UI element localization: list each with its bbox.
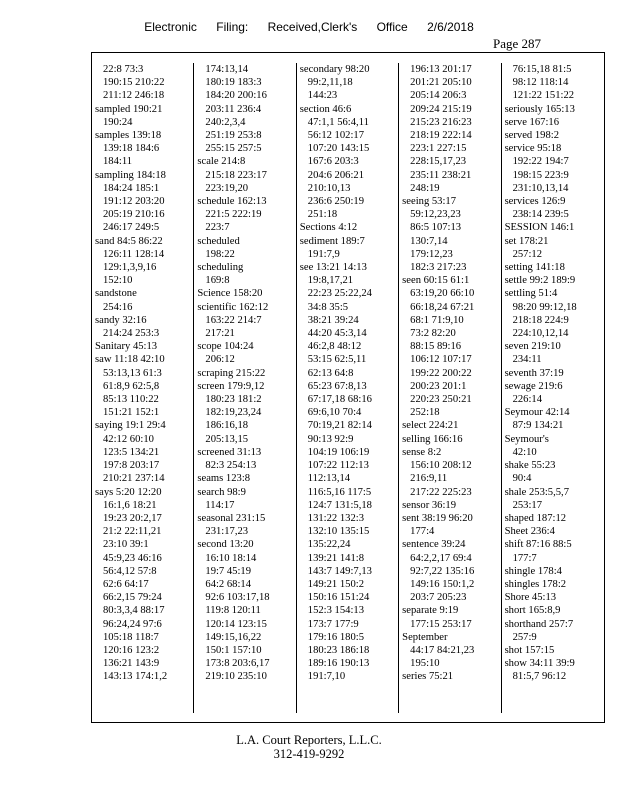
index-entry: shaped 187:12 bbox=[504, 512, 567, 524]
stamp-word: Office bbox=[376, 20, 408, 34]
index-entry-continuation: 200:23 201:1 bbox=[410, 380, 467, 392]
index-entry-continuation: 223:19,20 bbox=[205, 182, 249, 194]
index-entry: see 13:21 14:13 bbox=[299, 262, 367, 274]
index-entry: seeing 53:17 bbox=[402, 196, 457, 208]
index-entry: screened 31:13 bbox=[197, 446, 262, 458]
index-entry-continuation: 22:8 73:3 bbox=[103, 64, 144, 75]
index-entry-continuation: 217:22 225:23 bbox=[410, 486, 472, 498]
index-entry-continuation: 231:10,13,14 bbox=[512, 182, 569, 194]
index-entry-continuation: 98:20 99:12,18 bbox=[512, 301, 577, 313]
index-entry-continuation: 56:12 102:17 bbox=[307, 130, 364, 142]
index-entry: seen 60:15 61:1 bbox=[402, 275, 470, 287]
index-entry-continuation: 163:22 214:7 bbox=[205, 314, 262, 326]
index-entry-continuation: 99:2,11,18 bbox=[307, 77, 353, 89]
index-entry-continuation: 121:22 151:22 bbox=[512, 90, 575, 102]
index-entry-continuation: 53:15 62:5,11 bbox=[307, 354, 367, 366]
index-entry: settle 99:2 189:9 bbox=[504, 275, 576, 287]
index-entry: serve 167:16 bbox=[504, 116, 559, 128]
index-entry: screen 179:9,12 bbox=[197, 380, 265, 392]
index-entry-continuation: 224:10,12,14 bbox=[512, 328, 569, 340]
index-entry-continuation: 22:23 25:22,24 bbox=[307, 288, 372, 300]
index-entry-continuation: 174:13,14 bbox=[205, 64, 249, 75]
index-column bbox=[92, 63, 194, 713]
index-entry-continuation: 221:5 222:19 bbox=[205, 209, 262, 221]
index-entry: settling 51:4 bbox=[504, 288, 558, 300]
index-entry-continuation: 59:12,23,23 bbox=[410, 209, 461, 221]
index-entry-continuation: 184:11 bbox=[103, 156, 133, 168]
index-entry-continuation: 173:7 177:9 bbox=[307, 618, 359, 630]
index-entry-continuation: 92:7,22 135:16 bbox=[410, 565, 475, 577]
index-entry-continuation: 149:21 150:2 bbox=[307, 578, 364, 590]
index-entry-continuation: 152:10 bbox=[103, 275, 133, 287]
index-entry-continuation: 56:4,12 57:8 bbox=[103, 565, 157, 577]
index-entry-continuation: 179:16 180:5 bbox=[307, 631, 364, 643]
footer-phone: 312-419-9292 bbox=[273, 747, 345, 761]
index-entry-continuation: 210:10,13 bbox=[307, 182, 351, 194]
index-entry-continuation: 246:17 249:5 bbox=[103, 222, 160, 234]
index-entry: saying 19:1 29:4 bbox=[95, 420, 166, 432]
index-column bbox=[399, 63, 501, 713]
index-entry-continuation: 120:14 123:15 bbox=[205, 618, 267, 630]
index-entry-continuation: 235:11 238:21 bbox=[410, 169, 472, 181]
index-entry: section 46:6 bbox=[299, 103, 352, 115]
index-entry-continuation: 248:19 bbox=[410, 182, 440, 194]
index-entry-continuation: 231:17,23 bbox=[205, 526, 249, 538]
index-entry-continuation: 151:21 152:1 bbox=[103, 407, 160, 419]
index-entry-continuation: 104:19 106:19 bbox=[307, 446, 370, 458]
index-entry-continuation: 251:19 253:8 bbox=[205, 130, 262, 142]
index-column bbox=[194, 63, 296, 713]
index-entry-continuation: 177:15 253:17 bbox=[410, 618, 472, 630]
index-entry: shorthand 257:7 bbox=[504, 618, 574, 630]
index-entry: Sections 4:12 bbox=[299, 222, 358, 234]
index-entry-continuation: 96:24,24 97:6 bbox=[103, 618, 162, 630]
index-entry-continuation: 180:23 181:2 bbox=[205, 394, 262, 406]
index-entry-continuation: 255:15 257:5 bbox=[205, 143, 262, 155]
index-entry-continuation: 135:22,24 bbox=[307, 539, 351, 551]
index-entry-continuation: 167:6 203:3 bbox=[307, 156, 359, 168]
index-entry-continuation: 42:10 bbox=[512, 446, 537, 458]
index-entry-continuation: 112:13,14 bbox=[307, 473, 351, 485]
index-entry-continuation: 150:1 157:10 bbox=[205, 644, 262, 656]
index-entry-continuation: 203:11 236:4 bbox=[205, 103, 262, 115]
index-entry-continuation: 124:7 131:5,18 bbox=[307, 499, 372, 511]
index-entry-continuation: 226:14 bbox=[512, 394, 542, 406]
index-entry-continuation: 238:14 239:5 bbox=[512, 209, 569, 221]
index-entry-continuation: 76:15,18 81:5 bbox=[512, 64, 572, 75]
index-entry: scraping 215:22 bbox=[197, 367, 266, 379]
index-entry-continuation: 116:5,16 117:5 bbox=[307, 486, 372, 498]
index-entry-continuation: 189:16 190:13 bbox=[307, 658, 370, 670]
index-entry-continuation: 177:7 bbox=[512, 552, 537, 564]
index-entry-continuation: 107:20 143:15 bbox=[307, 143, 370, 155]
index-entry-continuation: 156:10 208:12 bbox=[410, 460, 472, 472]
index-entry-continuation: 199:22 200:22 bbox=[410, 367, 472, 379]
index-entry-continuation: 82:3 254:13 bbox=[205, 460, 257, 472]
index-entry-continuation: 129:1,3,9,16 bbox=[103, 262, 157, 274]
index-entry-continuation: 16:10 18:14 bbox=[205, 552, 257, 564]
index-entry-continuation: 205:19 210:16 bbox=[103, 209, 165, 221]
index-entry: seams 123:8 bbox=[197, 473, 251, 485]
index-entry-continuation: 106:12 107:17 bbox=[410, 354, 472, 366]
index-entry: scheduling bbox=[197, 262, 244, 274]
index-entry-continuation: 191:7,9 bbox=[307, 248, 340, 260]
index-entry-continuation: 191:12 203:20 bbox=[103, 196, 165, 208]
index-entry: Sheet 236:4 bbox=[504, 526, 555, 538]
index-entry: sampling 184:18 bbox=[95, 169, 166, 181]
index-entry-continuation: 68:1 71:9,10 bbox=[410, 314, 464, 326]
index-entry-continuation: 203:7 205:23 bbox=[410, 592, 467, 604]
index-entry-continuation: 47:1,1 56:4,11 bbox=[307, 116, 369, 128]
index-entry-continuation: 209:24 215:19 bbox=[410, 103, 472, 115]
index-entry-continuation: 38:21 39:24 bbox=[307, 314, 359, 326]
index-entry-continuation: 136:21 143:9 bbox=[103, 658, 160, 670]
index-page-frame bbox=[91, 52, 605, 723]
index-entry-continuation: 143:7 149:7,13 bbox=[307, 565, 372, 577]
index-entry: scientific 162:12 bbox=[197, 301, 269, 313]
index-entry: series 75:21 bbox=[402, 671, 454, 683]
index-entry: sensor 36:19 bbox=[402, 499, 457, 511]
index-entry: seasonal 231:15 bbox=[197, 512, 266, 524]
index-entry: sampled 190:21 bbox=[95, 103, 163, 115]
index-entry-continuation: 119:8 120:11 bbox=[205, 605, 261, 617]
index-entry-continuation: 149:15,16,22 bbox=[205, 631, 262, 643]
index-column bbox=[297, 63, 399, 713]
index-entry: selling 166:16 bbox=[402, 433, 463, 445]
index-entry-continuation: 87:9 134:21 bbox=[512, 420, 564, 432]
index-entry-continuation: 217:21 bbox=[205, 328, 235, 340]
index-entry: short 165:8,9 bbox=[504, 605, 561, 617]
index-columns bbox=[92, 63, 604, 713]
index-entry: select 224:21 bbox=[402, 420, 459, 432]
index-entry-continuation: 257:12 bbox=[512, 248, 542, 260]
index-entry: samples 139:18 bbox=[95, 130, 162, 142]
index-column bbox=[502, 63, 604, 713]
index-entry-continuation: 144:23 bbox=[307, 90, 338, 102]
index-entry-continuation: 90:4 bbox=[512, 473, 532, 485]
index-entry-continuation: 257:9 bbox=[512, 631, 537, 643]
index-entry-continuation: 66:2,15 79:24 bbox=[103, 592, 162, 604]
index-entry-continuation: 179:12,23 bbox=[410, 248, 453, 260]
index-entry: show 34:11 39:9 bbox=[504, 658, 575, 670]
index-entry-continuation: 23:10 39:1 bbox=[103, 539, 149, 551]
index-entry-continuation: 105:18 118:7 bbox=[103, 631, 159, 643]
electronic-filing-stamp bbox=[0, 20, 618, 34]
index-entry-continuation: 107:22 112:13 bbox=[307, 460, 369, 472]
index-entry-continuation: 86:5 107:13 bbox=[410, 222, 462, 234]
index-entry-continuation: 182:3 217:23 bbox=[410, 262, 467, 274]
index-entry-continuation: 215:18 223:17 bbox=[205, 169, 267, 181]
index-entry-continuation: 184:24 185:1 bbox=[103, 182, 160, 194]
index-entry-continuation: 196:13 201:17 bbox=[410, 64, 472, 75]
index-entry-continuation: 90:13 92:9 bbox=[307, 433, 354, 445]
index-entry-continuation: 69:6,10 70:4 bbox=[307, 407, 362, 419]
index-entry-continuation: 149:16 150:1,2 bbox=[410, 578, 475, 590]
index-entry: Shore 45:13 bbox=[504, 592, 557, 604]
index-entry-continuation: 198:22 bbox=[205, 248, 235, 260]
index-entry-continuation: 234:11 bbox=[512, 354, 542, 366]
index-entry-continuation: 139:18 184:6 bbox=[103, 143, 160, 155]
index-entry: seventh 37:19 bbox=[504, 367, 564, 379]
index-entry-continuation: 19:23 20:2,17 bbox=[103, 512, 162, 524]
index-entry-continuation: 70:19,21 82:14 bbox=[307, 420, 372, 432]
index-entry-continuation: 92:6 103:17,18 bbox=[205, 592, 270, 604]
index-entry: SESSION 146:1 bbox=[504, 222, 575, 234]
index-entry-continuation: 66:18,24 67:21 bbox=[410, 301, 475, 313]
index-entry: shake 55:23 bbox=[504, 460, 556, 472]
index-entry-continuation: 236:6 250:19 bbox=[307, 196, 364, 208]
index-entry: sent 38:19 96:20 bbox=[402, 512, 473, 524]
index-entry-continuation: 173:8 203:6,17 bbox=[205, 658, 270, 670]
index-entry-continuation: 132:10 135:15 bbox=[307, 526, 370, 538]
index-entry-continuation: 114:17 bbox=[205, 499, 235, 511]
index-entry-continuation: 228:15,17,23 bbox=[410, 156, 467, 168]
index-entry: sandstone bbox=[95, 288, 137, 300]
index-entry: secondary 98:20 bbox=[299, 64, 370, 75]
index-entry: sewage 219:6 bbox=[504, 380, 563, 392]
index-entry: Sanitary 45:13 bbox=[95, 341, 158, 353]
index-entry: service 95:18 bbox=[504, 143, 562, 155]
index-entry-continuation: 139:21 141:8 bbox=[307, 552, 364, 564]
index-entry-continuation: 85:13 110:22 bbox=[103, 394, 159, 406]
index-entry-continuation: 19:8,17,21 bbox=[307, 275, 354, 287]
index-entry-continuation: 210:21 237:14 bbox=[103, 473, 165, 485]
index-entry-continuation: 220:23 250:21 bbox=[410, 394, 472, 406]
index-entry: shot 157:15 bbox=[504, 644, 555, 656]
index-entry-continuation: 42:12 60:10 bbox=[103, 433, 154, 445]
index-entry-continuation: 198:15 223:9 bbox=[512, 169, 569, 181]
index-entry: schedule 162:13 bbox=[197, 196, 267, 208]
index-entry-continuation: 80:3,3,4 88:17 bbox=[103, 605, 165, 617]
index-entry: separate 9:19 bbox=[402, 605, 459, 617]
index-entry-continuation: 186:16,18 bbox=[205, 420, 249, 432]
index-entry-continuation: 123:5 134:21 bbox=[103, 446, 160, 458]
index-entry-continuation: 19:7 45:19 bbox=[205, 565, 252, 577]
index-entry-continuation: 143:13 174:1,2 bbox=[103, 671, 168, 683]
index-entry: shale 253:5,5,7 bbox=[504, 486, 569, 498]
index-entry-continuation: 190:24 bbox=[103, 116, 133, 128]
index-entry-continuation: 130:7,14 bbox=[410, 235, 448, 247]
index-entry-continuation: 223:7 bbox=[205, 222, 230, 234]
index-entry: seven 219:10 bbox=[504, 341, 561, 353]
index-entry-continuation: 211:12 246:18 bbox=[103, 90, 165, 102]
index-entry-continuation: 81:5,7 96:12 bbox=[512, 671, 567, 683]
index-entry: says 5:20 12:20 bbox=[95, 486, 162, 498]
index-entry: search 98:9 bbox=[197, 486, 246, 498]
index-entry-continuation: 223:1 227:15 bbox=[410, 143, 467, 155]
index-entry-continuation: 190:15 210:22 bbox=[103, 77, 165, 89]
index-entry-continuation: 218:18 224:9 bbox=[512, 314, 569, 326]
index-entry-continuation: 67:17,18 68:16 bbox=[307, 394, 372, 406]
index-entry-continuation: 21:2 22:11,21 bbox=[103, 526, 162, 538]
index-entry: Science 158:20 bbox=[197, 288, 263, 300]
index-entry-continuation: 64:2 68:14 bbox=[205, 578, 252, 590]
index-entry: set 178:21 bbox=[504, 235, 549, 247]
index-entry-continuation: 254:16 bbox=[103, 301, 133, 313]
index-entry: scope 104:24 bbox=[197, 341, 254, 353]
index-entry-continuation: 73:2 82:20 bbox=[410, 328, 456, 340]
index-entry-continuation: 206:12 bbox=[205, 354, 235, 366]
footer-company: L.A. Court Reporters, L.L.C. bbox=[236, 733, 382, 747]
index-entry-continuation: 150:16 151:24 bbox=[307, 592, 370, 604]
index-entry: September bbox=[402, 631, 448, 643]
index-entry-continuation: 184:20 200:16 bbox=[205, 90, 267, 102]
index-entry-continuation: 205:13,15 bbox=[205, 433, 249, 445]
index-entry-continuation: 251:18 bbox=[307, 209, 338, 221]
index-entry-continuation: 62:13 64:8 bbox=[307, 367, 354, 379]
index-entry-continuation: 252:18 bbox=[410, 407, 440, 419]
index-entry-continuation: 253:17 bbox=[512, 499, 542, 511]
index-entry: sand 84:5 86:22 bbox=[95, 235, 163, 247]
index-entry-continuation: 45:9,23 46:16 bbox=[103, 552, 162, 564]
index-entry-continuation: 63:19,20 66:10 bbox=[410, 288, 475, 300]
index-entry-continuation: 205:14 206:3 bbox=[410, 90, 467, 102]
index-entry-continuation: 204:6 206:21 bbox=[307, 169, 364, 181]
index-entry: shingles 178:2 bbox=[504, 578, 567, 590]
stamp-word: 2/6/2018 bbox=[427, 20, 474, 34]
index-entry-continuation: 177:4 bbox=[410, 526, 435, 538]
stamp-word: Received,Clerk's bbox=[267, 20, 358, 34]
index-entry-continuation: 46:2,8 48:12 bbox=[307, 341, 362, 353]
index-entry: shingle 178:4 bbox=[504, 565, 562, 577]
index-entry-continuation: 62:6 64:17 bbox=[103, 578, 149, 590]
index-entry: sandy 32:16 bbox=[95, 314, 147, 326]
index-entry-continuation: 126:11 128:14 bbox=[103, 248, 165, 260]
index-entry-continuation: 61:8,9 62:5,8 bbox=[103, 380, 160, 392]
index-entry: served 198:2 bbox=[504, 130, 559, 142]
index-entry-continuation: 182:19,23,24 bbox=[205, 407, 262, 419]
index-entry-continuation: 192:22 194:7 bbox=[512, 156, 569, 168]
index-entry: Seymour's bbox=[504, 433, 549, 445]
page-number: Page 287 bbox=[493, 36, 542, 51]
index-entry-continuation: 195:10 bbox=[410, 658, 440, 670]
index-entry-continuation: 180:19 183:3 bbox=[205, 77, 262, 89]
index-entry: sediment 189:7 bbox=[299, 235, 365, 247]
stamp-word: Filing: bbox=[216, 20, 249, 34]
index-entry-continuation: 88:15 89:16 bbox=[410, 341, 462, 353]
index-entry-continuation: 120:16 123:2 bbox=[103, 644, 160, 656]
index-entry: shift 87:16 88:5 bbox=[504, 539, 572, 551]
index-entry: saw 11:18 42:10 bbox=[95, 354, 165, 366]
index-entry-continuation: 180:23 186:18 bbox=[307, 644, 370, 656]
index-entry-continuation: 218:19 222:14 bbox=[410, 130, 472, 142]
index-entry-continuation: 216:9,11 bbox=[410, 473, 448, 485]
index-entry-continuation: 197:8 203:17 bbox=[103, 460, 160, 472]
index-entry: scheduled bbox=[197, 235, 240, 247]
index-entry-continuation: 240:2,3,4 bbox=[205, 116, 246, 128]
index-entry: scale 214:8 bbox=[197, 156, 246, 168]
index-entry-continuation: 131:22 132:3 bbox=[307, 512, 364, 524]
index-entry-continuation: 191:7,10 bbox=[307, 671, 346, 683]
index-entry: seriously 165:13 bbox=[504, 103, 575, 115]
index-entry: setting 141:18 bbox=[504, 262, 565, 274]
index-entry-continuation: 65:23 67:8,13 bbox=[307, 380, 367, 392]
index-entry: sentence 39:24 bbox=[402, 539, 466, 551]
index-entry-continuation: 98:12 118:14 bbox=[512, 77, 569, 89]
index-entry-continuation: 64:2,2,17 69:4 bbox=[410, 552, 472, 564]
index-entry-continuation: 214:24 253:3 bbox=[103, 328, 160, 340]
index-entry-continuation: 219:10 235:10 bbox=[205, 671, 267, 683]
index-entry: second 13:20 bbox=[197, 539, 254, 551]
stamp-word: Electronic bbox=[144, 20, 197, 34]
index-entry-continuation: 16:1,6 18:21 bbox=[103, 499, 157, 511]
index-entry-continuation: 44:17 84:21,23 bbox=[410, 644, 475, 656]
footer bbox=[0, 733, 618, 761]
index-entry-continuation: 34:8 35:5 bbox=[307, 301, 349, 313]
index-entry-continuation: 44:20 45:3,14 bbox=[307, 328, 367, 340]
index-entry-continuation: 169:8 bbox=[205, 275, 230, 287]
index-entry-continuation: 152:3 154:13 bbox=[307, 605, 364, 617]
index-entry: sense 8:2 bbox=[402, 446, 442, 458]
index-entry-continuation: 201:21 205:10 bbox=[410, 77, 472, 89]
index-entry-continuation: 215:23 216:23 bbox=[410, 116, 472, 128]
index-entry: services 126:9 bbox=[504, 196, 566, 208]
index-entry: Seymour 42:14 bbox=[504, 407, 570, 419]
index-entry-continuation: 53:13,13 61:3 bbox=[103, 367, 162, 379]
